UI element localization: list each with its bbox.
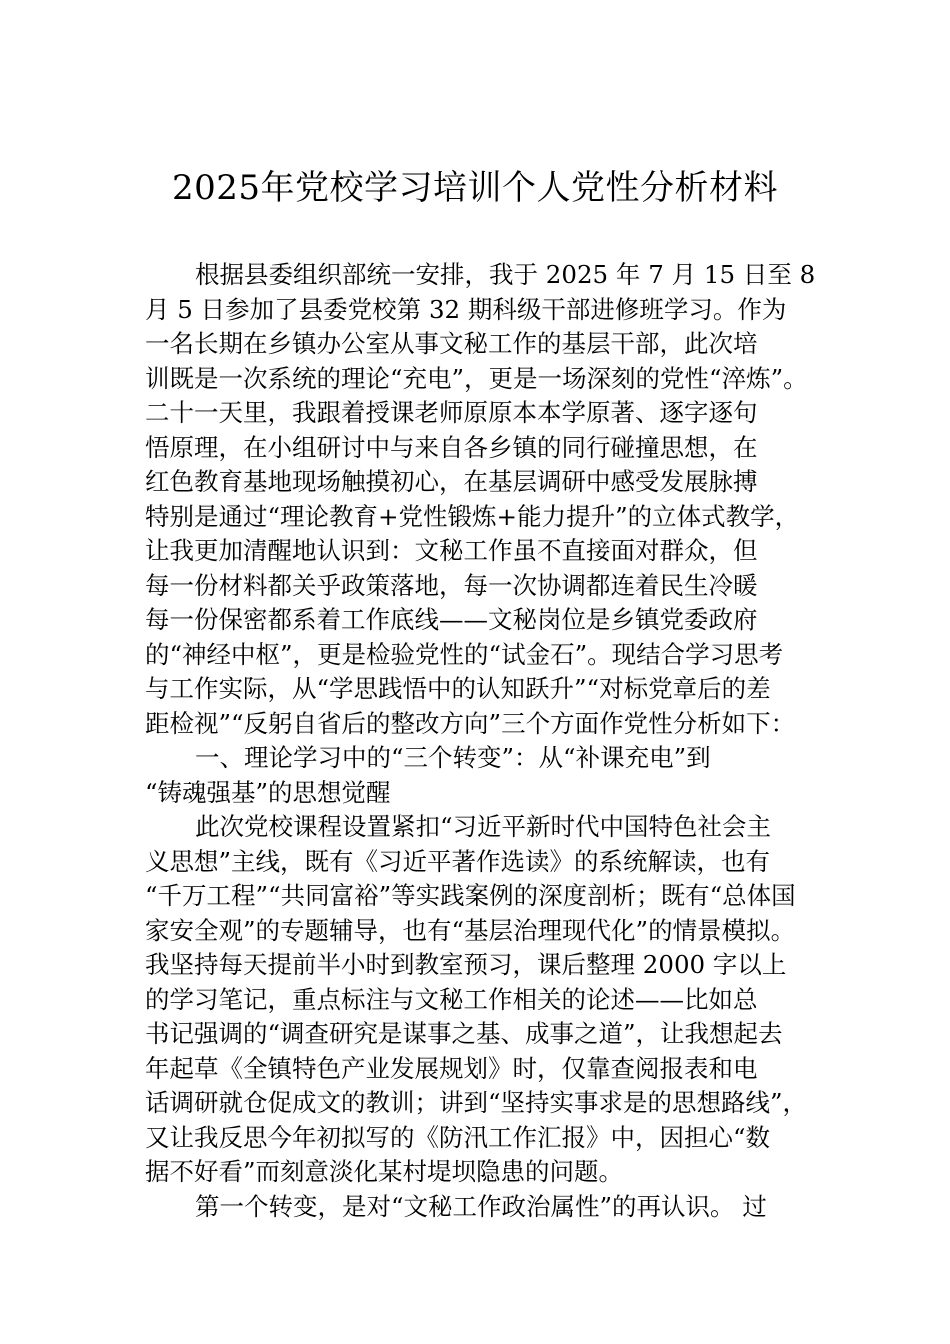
paragraph-line: 红色教育基地现场触摸初心，在基层调研中感受发展脉搏 (145, 467, 758, 496)
paragraph-line: 此次党校课程设置紧扣“习近平新时代中国特色社会主 (195, 812, 772, 841)
paragraph-line: 年起草《全镇特色产业发展规划》时，仅靠查阅报表和电 (145, 1053, 758, 1083)
paragraph-line: 话调研就仓促成文的教训；讲到“坚持实事求是的思想路线”， (145, 1088, 808, 1117)
paragraph-line: 的“神经中枢”，更是检验党性的“试金石”。现结合学习思考 (145, 639, 784, 669)
document-body (145, 258, 816, 1224)
paragraph-line: 据不好看”而刻意淡化某村堤坝隐患的问题。 (145, 1157, 624, 1186)
paragraph-line: 义思想”主线，既有《习近平著作选读》的系统解读，也有 (145, 846, 771, 876)
section-heading-line: 一、理论学习中的“三个转变”：从“补课充电”到 (195, 743, 711, 772)
paragraph-line: 又让我反思今年初拟写的《防汛工作汇报》中，因担心“数 (145, 1122, 771, 1152)
paragraph-line: 第一个转变，是对“文秘工作政治属性”的再认识。 过 (195, 1191, 767, 1221)
paragraph-line: 特别是通过“理论教育+党性锻炼+能力提升”的立体式教学， (145, 501, 800, 531)
paragraph-line: 月 5 日参加了县委党校第 32 期科级干部进修班学习。作为 (145, 294, 787, 324)
paragraph-line: 我坚持每天提前半小时到教室预习，课后整理 2000 字以上 (145, 950, 787, 979)
paragraph-line: “千万工程”“共同富裕”等实践案例的深度剖析；既有“总体国 (145, 881, 796, 910)
paragraph-line: 的学习笔记，重点标注与文秘工作相关的论述——比如总 (145, 984, 758, 1014)
paragraph-line: 与工作实际，从“学思践悟中的认知跃升”“对标党章后的差 (145, 674, 771, 703)
paragraph-line: 距检视”“反躬自省后的整改方向”三个方面作党性分析如下： (145, 708, 796, 738)
paragraph-line: 训既是一次系统的理论“充电”，更是一场深刻的党性“淬炼”。 (145, 363, 808, 393)
paragraph-line: 根据县委组织部统一安排，我于 2025 年 7 月 15 日至 8 (195, 260, 816, 289)
paragraph-line: 每一份材料都关乎政策落地，每一次协调都连着民生冷暖 (145, 570, 758, 600)
paragraph-line: 悟原理，在小组研讨中与来自各乡镇的同行碰撞思想，在 (145, 432, 758, 462)
paragraph-line: 二十一天里，我跟着授课老师原原本本学原著、逐字逐句 (145, 398, 758, 427)
paragraph-line: 每一份保密都系着工作底线——文秘岗位是乡镇党委政府 (145, 605, 758, 634)
paragraph-line: 让我更加清醒地认识到：文秘工作虽不直接面对群众，但 (145, 536, 758, 565)
paragraph-line: 书记强调的“调查研究是谋事之基、成事之道”，让我想起去 (145, 1019, 783, 1048)
document-title: 2025年党校学习培训个人党性分析材料 (171, 168, 779, 208)
paragraph-line: 家安全观”的专题辅导，也有“基层治理现代化”的情景模拟。 (145, 915, 796, 945)
paragraph-line: 一名长期在乡镇办公室从事文秘工作的基层干部，此次培 (145, 329, 758, 358)
section-heading-line: “铸魂强基”的思想觉醒 (145, 777, 391, 807)
